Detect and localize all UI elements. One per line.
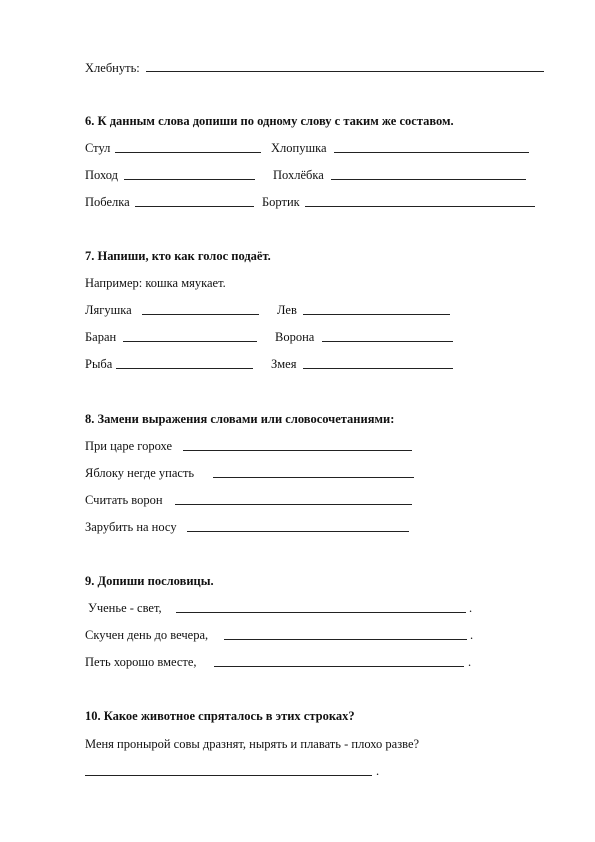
- answer-line-pohlebka[interactable]: [331, 179, 526, 180]
- answer-line-phrase-4[interactable]: [187, 531, 409, 532]
- task-10-period: .: [376, 764, 380, 778]
- task-8-phrase-3: Считать ворон: [85, 493, 163, 507]
- word-hlebnut-label: Хлебнуть:: [85, 61, 140, 75]
- answer-line-zmeya[interactable]: [303, 368, 453, 369]
- answer-line-proverb-3[interactable]: [214, 666, 464, 667]
- task-7-word-baran: Баран: [85, 330, 117, 344]
- answer-line-hlopushka[interactable]: [334, 152, 529, 153]
- task-8-phrase-2: Яблоку негде упасть: [85, 466, 195, 480]
- task-9-period-1: .: [469, 601, 473, 615]
- answer-line-phrase-2[interactable]: [213, 477, 414, 478]
- answer-line-baran[interactable]: [123, 341, 257, 342]
- answer-line-phrase-1[interactable]: [183, 450, 412, 451]
- answer-line-proverb-1[interactable]: [176, 612, 466, 613]
- answer-line-lyagushka[interactable]: [142, 314, 259, 315]
- task-6-word-bortik: Бортик: [262, 195, 300, 209]
- task-8-phrase-4: Зарубить на носу: [85, 520, 177, 534]
- answer-line-riddle[interactable]: [85, 775, 372, 776]
- answer-line-stul[interactable]: [115, 152, 261, 153]
- answer-line-pobelka[interactable]: [135, 206, 254, 207]
- task-10-heading: 10. Какое животное спряталось в этих строках?: [85, 709, 355, 723]
- task-6-word-hlopushka: Хлопушка: [271, 141, 327, 155]
- task-8-phrase-1: При царе горохе: [85, 439, 172, 453]
- task-9-period-3: .: [468, 655, 472, 669]
- task-8-heading: 8. Замени выражения словами или словосочетаниями:: [85, 412, 395, 426]
- answer-line-proverb-2[interactable]: [224, 639, 467, 640]
- answer-line-lev[interactable]: [303, 314, 450, 315]
- task-7-word-vorona: Ворона: [275, 330, 315, 344]
- task-9-heading: 9. Допиши пословицы.: [85, 574, 214, 588]
- task-9-proverb-2: Скучен день до вечера,: [85, 628, 209, 642]
- task-6-word-pohlebka: Похлёбка: [273, 168, 324, 182]
- task-7-word-zmeya: Змея: [271, 357, 297, 371]
- answer-line-phrase-3[interactable]: [175, 504, 412, 505]
- task-6-word-stul: Стул: [85, 141, 111, 155]
- task-9-period-2: .: [470, 628, 474, 642]
- task-9-proverb-1: Ученье - свет,: [88, 601, 162, 615]
- answer-line-ryba[interactable]: [116, 368, 253, 369]
- answer-line-pohod[interactable]: [124, 179, 255, 180]
- task-7-word-lyagushka: Лягушка: [85, 303, 132, 317]
- task-7-word-ryba: Рыба: [85, 357, 113, 371]
- answer-line-vorona[interactable]: [322, 341, 453, 342]
- task-6-word-pohod: Поход: [85, 168, 118, 182]
- task-7-example: Например: кошка мяукает.: [85, 276, 226, 290]
- task-10-riddle: Меня пронырой совы дразнят, нырять и плавать - плохо разве?: [85, 737, 420, 751]
- task-6-word-pobelka: Побелка: [85, 195, 130, 209]
- task-9-proverb-3: Петь хорошо вместе,: [85, 655, 197, 669]
- task-7-word-lev: Лев: [277, 303, 297, 317]
- answer-line-bortik[interactable]: [305, 206, 535, 207]
- task-6-heading: 6. К данным слова допиши по одному слову с таким же составом.: [85, 114, 454, 128]
- answer-line-hlebnut[interactable]: [146, 71, 544, 72]
- task-7-heading: 7. Напиши, кто как голос подаёт.: [85, 249, 271, 263]
